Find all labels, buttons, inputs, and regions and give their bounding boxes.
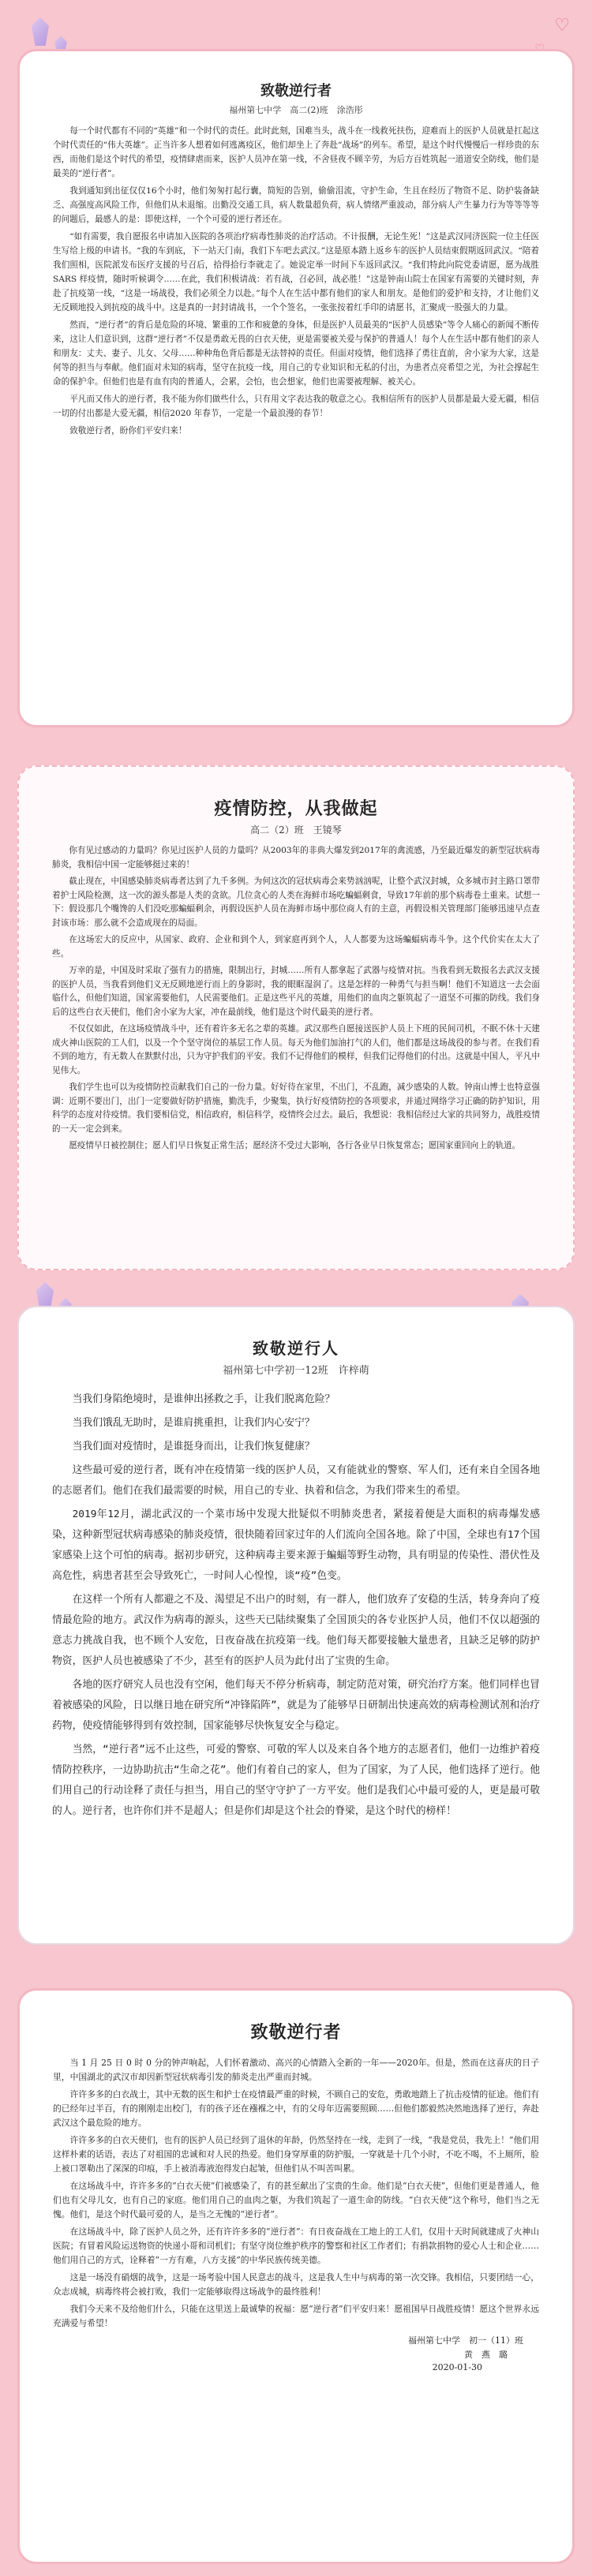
essay-paragraph: 平凡而又伟大的逆行者，我不能为你们做些什么，只有用文字表达我的敬意之心。我相信所有的医护人员都是最大爱无疆，相信一切的付出都是大爱无疆，相信2020 年春节，一定是一个最浪漫的春节！ [53,394,539,418]
essay-title: 疫情防控，从我做起 [214,798,378,819]
crystal-decoration [32,17,49,46]
essay-paragraph: 当然，“逆行者”远不止这些，可爱的警察、可敬的军人以及来自各个地方的志愿者们，他们一边维护着疫情防控秩序，一边协助抗击“生命之花”。他们有着自己的家人，但为了国家，为了人民，他们选择了逆行。他们用自己的行动诠释了责任与担当，用自己的坚守守护了一方平安。他们是我们心中最可爱的人，更是最可敬的人。逆行者，也许你们并不是超人；但是你们却是这个社会的脊梁，是这个时代的榜样！ [52,1744,540,1817]
heart-icon: ♡ [554,16,570,36]
essay-paragraph: 这是一场没有硝烟的战争，这是一场考验中国人民意志的战斗，这是我人生中与病毒的第一次交锋。我相信，只要团结一心，众志成城，病毒终将会被打败，我们一定能够取得这场战争的最终胜利！ [53,2272,539,2297]
essay-paragraph: “如有需要，我自愿报名申请加入医院的各项治疗病毒性肺炎的治疗活动。不计报酬，无论生死！”这是武汉同济医院一位主任医生写给上级的申请书。“我的车到底，下一站天门南，我们下车吧去武汉。”这是原本踏上返乡车的医护人员结束假期返回武汉。“陪着我们照相，医院派发布医疗支援的号召后，拾得拾行李就走了。她说定举一时间下车返回武汉。“我们特此向院党委请愿，愿为战胜SARS 样疫情，随时听候调令……在此，我们积极请战：若有战，召必回，战必胜！”这是钟南山院士在国家有需要的关键时刻，奔赴了抗疫第一线，“这是一场战役，我们必须全力以赴。”每个人在生活中都有他们的家人和朋友。是他们的爱护和支持，才让他们义无反顾地投入到抗疫的战斗中。这是真的一封封请战书，一个个签名，一张张按着红手印的请愿书，汇聚成一股强大的力量。 [53,232,539,312]
essay-paragraph: 在这场宏大的反应中，从国家、政府、企业和到个人，到家庭再到个人，人人都要为这场蝙蝠病毒斗争。这个代价实在太大了些。 [52,935,540,959]
essay-paragraph: 不仅仅如此，在这场疫情战斗中，还有着许多无名之辈的英雄。武汉那些自愿接送医护人员上下班的民间司机，不眠不休十天建成火神山医院的工人们，以及一个个坚守岗位的基层工作人员。每天为他们加油打气的人们，他们都是这场战役的参与者。在我们看不到的地方，有无数人在默默付出，只为守护我们的平安。我们不记得他们的模样，但我们记得他们的付出。这就是中国人，平凡中见伟大。 [52,1024,540,1075]
essay-paragraph: 许许多多的白衣战士，其中无数的医生和护士在疫情最严重的时候，不顾自己的安危，勇敢地踏上了抗击疫情的征途。他们有的已经年过半百，有的刚刚走出校门，有的孩子还在襁褓之中，有的父母年迈需要照顾……但他们都毅然决然地选择了逆行，奔赴武汉这个最危险的地方。 [53,2089,539,2128]
essay-paragraph: 截止现在，中国感染肺炎病毒者达到了九千多例。为何这次的冠状病毒会来势汹汹呢，让整个武汉封城，众多城市封主路口罩带着护士风险检测，这一次的源头都是人类的贪欲。几位贪心的人类在海鲜市场吃蝙蝠剩食，导致17年前的那个病毒卷土重来。试想一下：假设那几个嘴馋的人们没吃那蝙蝠剩余，再假设医护人员在海鲜市场中那位商人有的主意，再假设相关管理部门能够迅速早点查封该市场：那么就不会造成现在的局面。 [52,877,540,928]
essay-date: 2020-01-30 [432,2362,482,2372]
author-name: 黄 燕 璐 [464,2350,508,2360]
essay-paragraph: 然而，“逆行者”的背后是危险的环境、繁重的工作和疲惫的身体，但是医护人员最美的“医护人员感染”等令人痛心的新闻不断传来，这让人们意识到，这群“逆行者”不仅是勇敢无畏的白衣天使，更是需要被关爱与保护的普通人！每个人在生活中都有他们的亲人和朋友：丈夫、妻子、儿女、父母……种种角色背后都是无法替掉的责任。但面对疫情，他们选择了勇往直前，舍小家为大家，这是何等的担当与奉献。他们面对未知的病毒，坚守在抗疫一线，用自己的专业知识和无私的付出，为患者点亮希望之光，为社会撑起生命的保护伞。但他们也是有血有肉的普通人，会累，会怕，也会想家，他们也需要被理解、被关心。 [53,320,539,387]
essay-section-1 [17,49,575,727]
essay-section-3 [17,1306,575,1945]
essay-paragraph: 各地的医疗研究人员也没有空闲，他们每天不停分析病毒，制定防范对策，研究治疗方案。他们同样也冒着被感染的风险，日以继日地在研究所“冲锋陷阵”，就是为了能够早日研制出快速高效的病毒检测试剂和治疗药物，使疫情能够得到有效控制，国家能够尽快恢复安全与稳定。 [52,1679,540,1732]
essay-paragraph: 我们今天来不及给他们什么，只能在这里送上最诚挚的祝福：愿“逆行者”们平安归来！愿祖国早日战胜疫情！愿这个世界永远充满爱与希望！ [53,2304,539,2328]
essay-title: 致敬逆行人 [253,1339,339,1358]
essay-byline: 高二（2）班 王镜琴 [250,824,342,836]
essay-paragraph: 我到通知到出征仅仅16个小时，他们匆匆打起行囊，简短的告别，偷偷泪流，守护生命，生且在经历了物资不足、防护装备缺乏、高强度高风险工作，但他们从未退缩。出勤没交通工具，病人数量超负荷，病人情绪严重波动，部分病人产生暴力行为等等等等的问题后，最感人的是：即使这样，一个个可爱的逆行者还在。 [53,186,539,224]
author-class: 福州第七中学 初一（11）班 [408,2335,523,2346]
essay-section-2 [17,765,575,1270]
essay-byline: 福州第七中学 高二(2)班 涂浩彤 [229,105,363,115]
essay-title: 致敬逆行者 [260,83,332,99]
essay-paragraph: 这些最可爱的逆行者，既有冲在疫情第一线的医护人员，又有能就业的警察、军人们，还有来自全国各地的志愿者们。他们在我们最需要的时候，用自己的专业、执着和信念，为我们带来生的希望。 [52,1464,540,1497]
essay-paragraph: 当 1 月 25 日 0 时 0 分的钟声响起，人们怀着激动、高兴的心情踏入全新的一年——2020年。但是，然而在这喜庆的日子里，中国湖北的武汉市却因新型冠状病毒引发的肺炎走出严重而封城。 [53,2058,539,2082]
essay-paragraph: 每一个时代都有不同的“英雄”和一个时代的责任。此时此刻，国难当头，战斗在一线救死扶伤，迎难而上的医护人员就是扛起这个时代责任的“伟大英雄”。正当许多人想着如何逃离疫区，他们却坐上了奔赴“战场”的列车。希望，是这个时代慢慢后一样珍贵的东西，而他们是这个时代的希望，疫情肆虐而来，医护人员冲在第一线，不舍昼夜不顾辛劳，为后方百姓筑起一道道安全防线，他们是最美的“逆行者”。 [53,126,539,178]
essay-paragraph: 我们学生也可以为疫情防控贡献我们自己的一份力量。好好待在家里，不出门，不乱跑，减少感染的人数。钟南山博士也特意强调：近期不要出门，出门一定要做好防护措施，勤洗手，少聚集，执行好疫情防控的各项要求，并通过网络学习正确的防护知识，用科学的态度对待疫情。我们要相信党，相信政府，相信科学，疫情终会过去。最后，我想说：我相信经过大家的共同努力，战胜疫情的一天一定会到来。 [52,1082,540,1134]
essay-paragraph: 在这场战斗中，除了医护人员之外，还有许许多多的“逆行者”：有日夜奋战在工地上的工人们，仅用十天时间就建成了火神山医院；有冒着风险运送物资的快递小哥和司机们；有坚守岗位维护秩序的警察和社区工作者们；有捐款捐物的爱心人士和企业……他们用自己的方式，诠释着“一方有难，八方支援”的中华民族传统美德。 [53,2226,539,2265]
essay-paragraph: 在这场战斗中，许许多多的“白衣天使”们被感染了，有的甚至献出了宝贵的生命。他们是“白衣天使”，但他们更是普通人，他们也有父母儿女，也有自己的家庭。他们用自己的血肉之躯，为我们筑起了一道生命的防线。“白衣天使”这个称号，他们当之无愧。他们，是这个时代最可爱的人，是当之无愧的“逆行者”。 [53,2181,539,2219]
essay-paragraph: 致敬逆行者，盼你们平安归来！ [69,426,187,436]
essay-paragraph: 万幸的是，中国及时采取了强有力的措施，限制出行，封城……所有人都拿起了武器与疫情对抗。当我看到无数报名去武汉支援的医护人员，当我看到他们义无反顾地逆行而上的身影时，我的眼眶湿润了。这是怎样的一种勇气与担当啊！他们不知道这一去会面临什么，但他们知道，国家需要他们，人民需要他们。正是这些平凡的英雄，用他们的血肉之躯筑起了一道坚不可摧的防线。我们身后的这些白衣天使们，他们舍小家为大家，冲在最前线，他们是这个时代最美的逆行者。 [52,966,540,1017]
essay-paragraph: 当我们饿乱无助时，是谁肩挑重担，让我们内心安宁？ [72,1417,315,1429]
essay-byline: 福州第七中学初一12班 许梓萌 [223,1365,369,1377]
essay-section-4 [17,1988,575,2564]
essay-title: 致敬逆行者 [250,2022,342,2043]
essay-paragraph: 你有见过感动的力量吗？你见过医护人员的力量吗？从2003年的非典大爆发到2017年的禽流感，乃至最近爆发的新型冠状病毒肺炎，我相信中国一定能够挺过来的！ [52,846,540,869]
essay-paragraph: 当我们面对疫情时，是谁挺身而出，让我们恢复健康？ [72,1441,315,1453]
essay-paragraph: 2019年12月，湖北武汉的一个菜市场中发现大批疑似不明肺炎患者，紧接着便是大面积的病毒爆发感染，这种新型冠状病毒感染的肺炎疫情，很快随着回家过年的人们流向全国各地。除了中国，全球也有17个国家感染上这个可怕的病毒。据初步研究，这种病毒主要来源于蝙蝠等野生动物，具有明显的传染性、潜伏性及高危性，病患者甚至会导致死亡，一时间人心惶惶，谈“疫”色变。 [52,1509,540,1582]
essay-paragraph: 在这样一个所有人都避之不及、渴望足不出户的时刻，有一群人，他们放弃了安稳的生活，转身奔向了疫情最危险的地方。武汉作为病毒的源头，这些天已陆续聚集了全国顶尖的各专业医护人员，他们不仅以超强的意志力挑战自我，也不顾个人安危，日夜奋战在抗疫第一线。他们每天都要接触大量患者，且缺乏足够的防护物资，医护人员也被感染了不少，甚至有的医护人员为此付出了宝贵的生命。 [52,1594,540,1667]
essay-paragraph: 愿疫情早日被控制住；愿人们早日恢复正常生活；愿经济不受过大影响，各行各业早日恢复常态；愿国家重回向上的轨道。 [69,1141,521,1150]
essay-paragraph: 许许多多的白衣天使们，也有的医护人员已经到了退休的年龄，仍然坚持在一线，走到了一线，“我是党员，我先上！”他们用这样朴素的话语，表达了对祖国的忠诚和对人民的热爱。他们身穿厚重的防护服，一穿就是十几个小时，不吃不喝，不上厕所，脸上被口罩勒出了深深的印痕，手上被消毒液泡得发白起皱，但他们从不叫苦叫累。 [53,2135,539,2174]
essay-paragraph: 当我们身陷绝境时，是谁伸出拯救之手，让我们脱离危险？ [72,1393,335,1405]
